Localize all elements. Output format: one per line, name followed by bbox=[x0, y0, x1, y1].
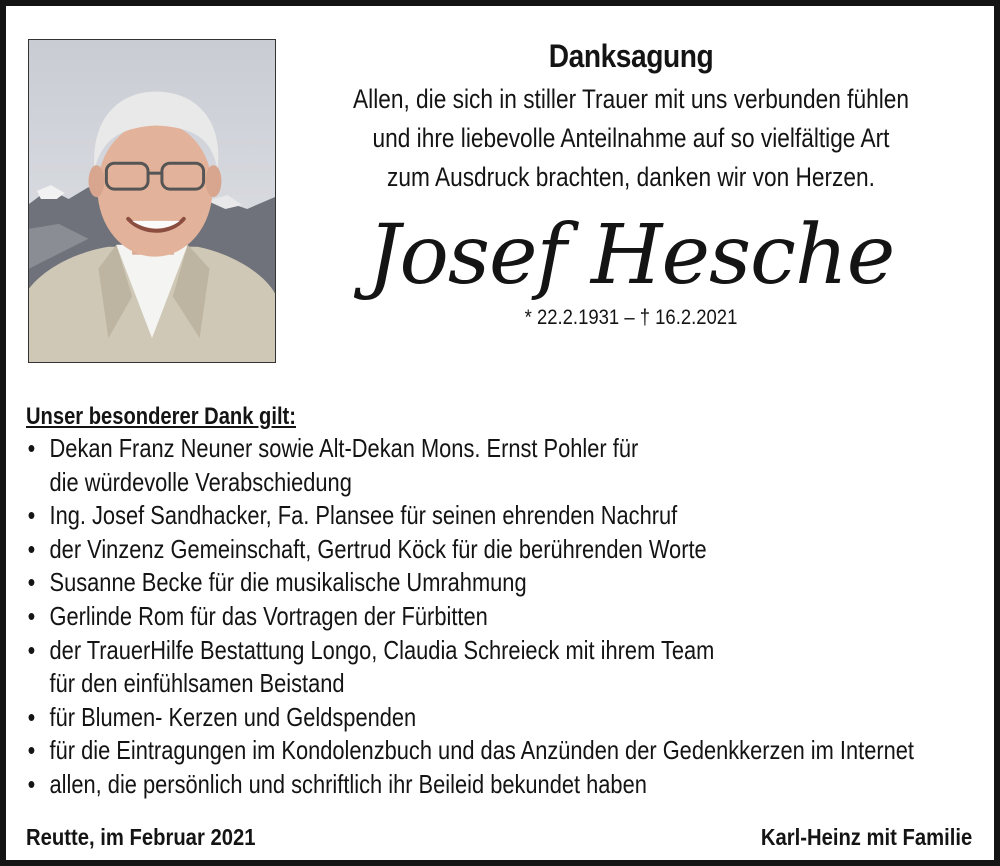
list-item-line: der TrauerHilfe Bestattung Longo, Claudia Schreieck mit ihrem Team bbox=[49, 634, 715, 665]
list-item bbox=[26, 432, 841, 499]
list-item-line: für den einfühlsamen Beistand bbox=[49, 668, 345, 699]
bullet-icon: • bbox=[27, 567, 36, 598]
page-title: Danksagung bbox=[548, 38, 714, 74]
portrait-photo bbox=[28, 39, 276, 363]
bullet-icon: • bbox=[27, 768, 36, 799]
list-item-line: Dekan Franz Neuner sowie Alt-Dekan Mons. Ernst Pohler für bbox=[49, 433, 639, 463]
bullet-icon: • bbox=[27, 701, 36, 732]
list-item-line: allen, die persönlich und schriftlich ihr Beileid bekundet haben bbox=[49, 768, 647, 799]
thanks-list bbox=[26, 432, 914, 802]
list-item-line: für die Eintragungen im Kondolenzbuch und das Anzünden der Gedenkkerzen im Internet bbox=[49, 735, 914, 766]
list-item bbox=[26, 499, 841, 533]
list-item-line: der Vinzenz Gemeinschaft, Gertrud Köck für die berührenden Worte bbox=[49, 533, 707, 564]
list-item bbox=[26, 701, 841, 735]
list-item bbox=[26, 634, 841, 701]
bullet-icon: • bbox=[27, 634, 36, 665]
list-item bbox=[26, 768, 841, 802]
place-date: Reutte, im Februar 2021 bbox=[26, 824, 256, 850]
list-item-line: Gerlinde Rom für das Vortragen der Fürbitten bbox=[49, 600, 488, 631]
list-item-line: Susanne Becke für die musikalische Umrahmung bbox=[49, 567, 527, 598]
list-item bbox=[26, 533, 841, 567]
intro-text bbox=[350, 80, 913, 197]
bullet-icon: • bbox=[27, 600, 36, 631]
deceased-name: Josef Hesche bbox=[367, 208, 895, 303]
list-item bbox=[26, 734, 914, 768]
thanks-section bbox=[26, 402, 914, 802]
list-item-line: die würdevolle Verabschiedung bbox=[49, 466, 352, 497]
intro-line: und ihre liebevolle Anteilnahme auf so vielfältige Art bbox=[372, 123, 890, 153]
list-item-line: Ing. Josef Sandhacker, Fa. Plansee für seinen ehrenden Nachruf bbox=[49, 500, 678, 531]
bullet-icon: • bbox=[27, 433, 36, 463]
bullet-icon: • bbox=[27, 735, 36, 766]
bullet-icon: • bbox=[27, 500, 36, 531]
list-item-line: für Blumen- Kerzen und Geldspenden bbox=[49, 701, 417, 732]
portrait-photo-illustration bbox=[29, 40, 275, 362]
bullet-icon: • bbox=[27, 533, 36, 564]
list-item bbox=[26, 566, 841, 600]
life-dates: * 22.2.1931 – † 16.2.2021 bbox=[524, 306, 738, 329]
thanks-heading: Unser besonderer Dank gilt: bbox=[26, 403, 296, 430]
intro-line: Allen, die sich in stiller Trauer mit uns verbunden fühlen bbox=[353, 84, 909, 114]
header-block bbox=[296, 36, 966, 331]
list-item bbox=[26, 600, 841, 634]
signature: Karl-Heinz mit Familie bbox=[760, 824, 972, 850]
intro-line: zum Ausdruck brachten, danken wir von Herzen. bbox=[387, 162, 875, 192]
